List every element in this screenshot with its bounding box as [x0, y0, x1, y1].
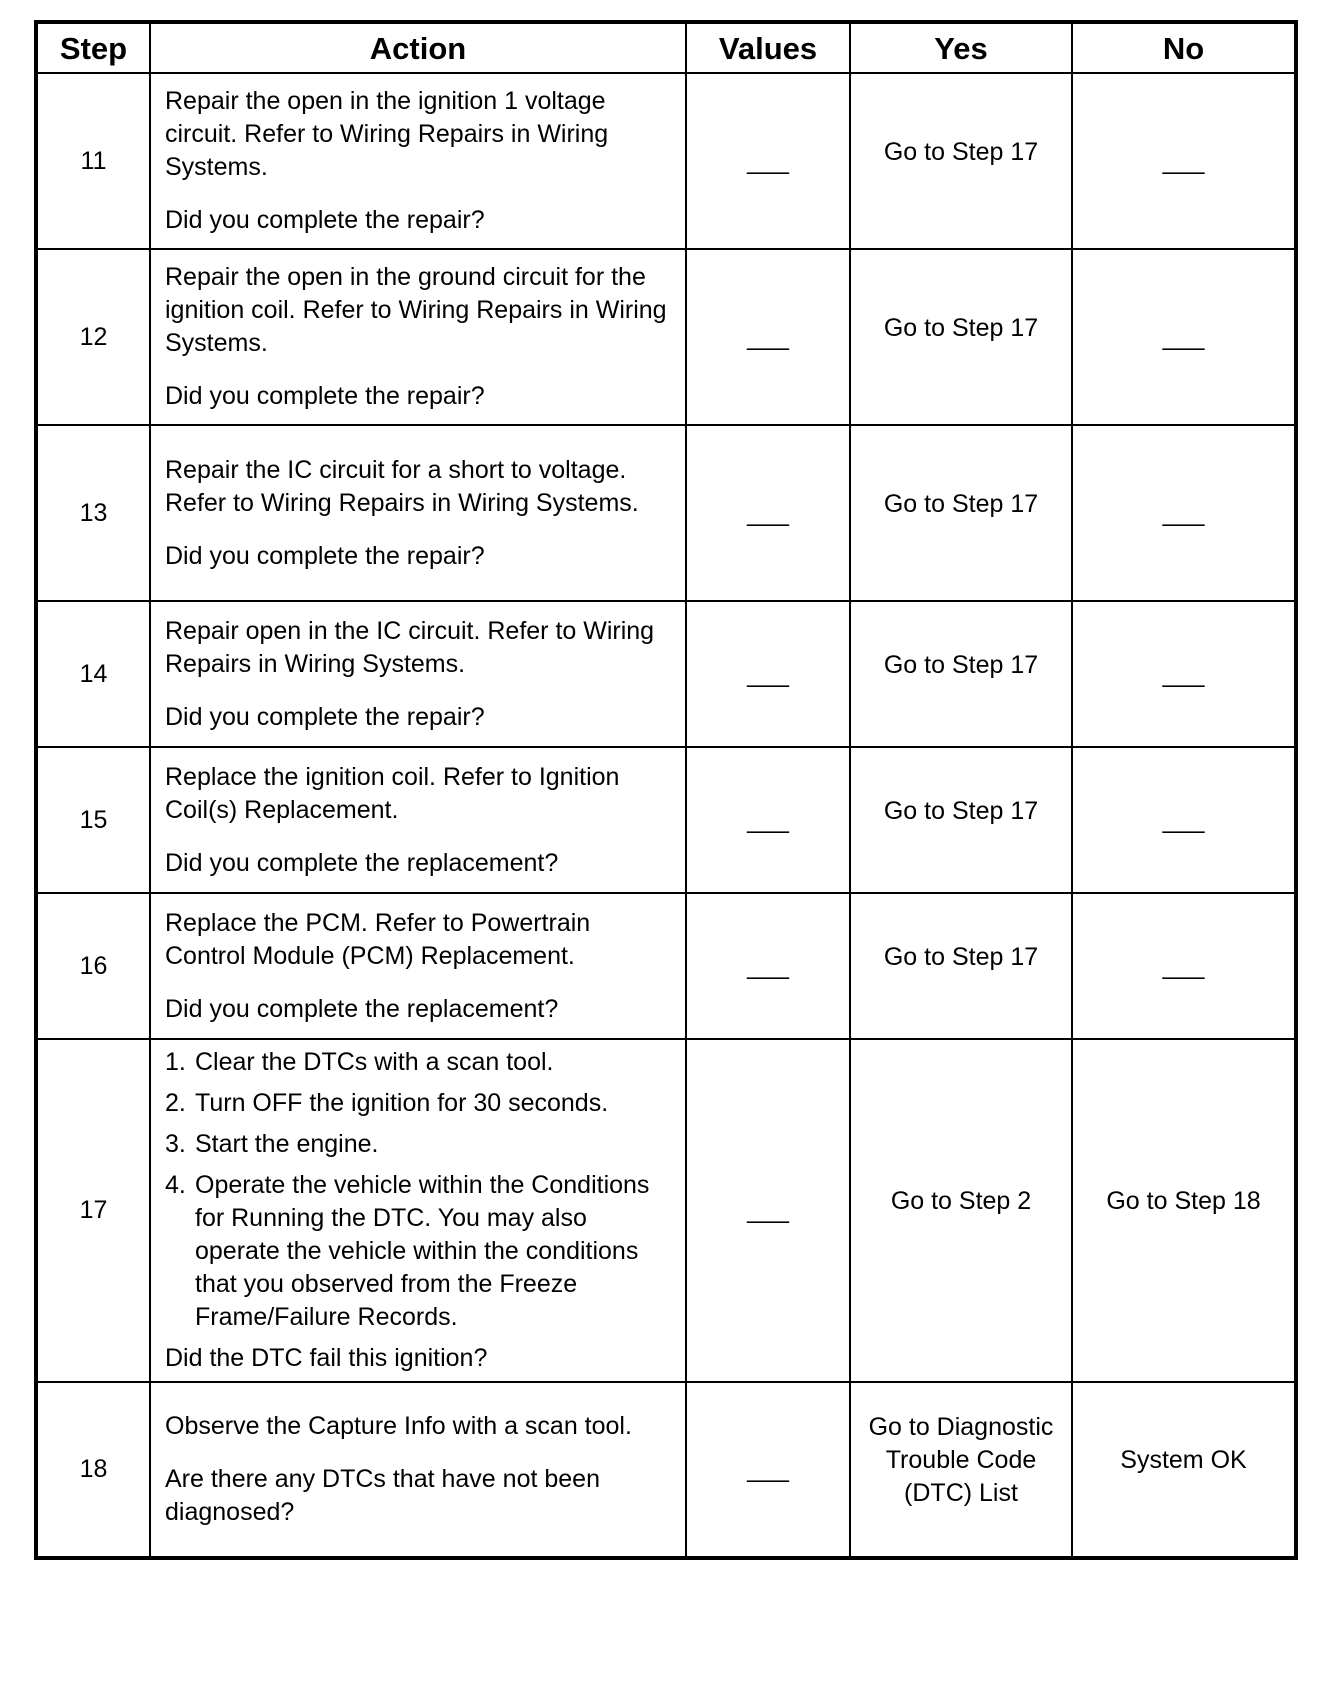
table-row: [36, 747, 1296, 893]
list-item: [165, 1128, 671, 1161]
substep-text: Clear the DTCs with a scan tool.: [195, 1048, 554, 1076]
yes-cell: Go to Step 2: [850, 1039, 1072, 1382]
action-cell: [150, 425, 686, 601]
action-cell: [150, 1039, 686, 1382]
action-text: Observe the Capture Info with a scan tool.: [165, 1412, 632, 1440]
action-question: Did you complete the replacement?: [165, 848, 559, 877]
action-question: Did you complete the replacement?: [165, 994, 559, 1023]
step-number: 12: [36, 249, 150, 425]
no-cell: ___: [1072, 425, 1296, 601]
step-number: 15: [36, 747, 150, 893]
header-no: No: [1072, 22, 1296, 73]
action-cell: [150, 601, 686, 747]
values-cell: ___: [686, 747, 850, 893]
action-cell: [150, 73, 686, 249]
values-cell: ___: [686, 1382, 850, 1558]
step-number: 16: [36, 893, 150, 1039]
substep-text: Turn OFF the ignition for 30 seconds.: [195, 1089, 609, 1117]
yes-cell: Go to Step 17: [850, 425, 1072, 601]
step-number: 11: [36, 73, 150, 249]
substep-number: 2.: [165, 1089, 186, 1117]
substep-number: 3.: [165, 1130, 186, 1158]
action-cell: [150, 1382, 686, 1558]
no-cell: ___: [1072, 73, 1296, 249]
yes-cell: Go to Step 17: [850, 73, 1072, 249]
action-question: Did you complete the repair?: [165, 541, 485, 570]
action-question: Did you complete the repair?: [165, 702, 485, 731]
list-item: [165, 1087, 671, 1120]
substep-number: 1.: [165, 1048, 186, 1076]
no-cell: Go to Step 18: [1072, 1039, 1296, 1382]
table-row: [36, 893, 1296, 1039]
no-cell: ___: [1072, 601, 1296, 747]
diagnostic-table: [34, 20, 1298, 1560]
yes-cell: Go to Step 17: [850, 747, 1072, 893]
action-cell: [150, 249, 686, 425]
table-row: [36, 249, 1296, 425]
diagnostic-table-wrapper: [34, 20, 1298, 1560]
values-cell: ___: [686, 601, 850, 747]
no-cell: System OK: [1072, 1382, 1296, 1558]
yes-cell: Go to Diagnostic Trouble Code (DTC) List: [850, 1382, 1072, 1558]
no-cell: ___: [1072, 249, 1296, 425]
yes-cell: Go to Step 17: [850, 893, 1072, 1039]
action-text: Repair the IC circuit for a short to voltage. Refer to Wiring Repairs in Wiring Systems.: [165, 455, 639, 517]
action-question: Did you complete the repair?: [165, 382, 485, 410]
values-cell: ___: [686, 73, 850, 249]
values-cell: ___: [686, 425, 850, 601]
table-row: [36, 425, 1296, 601]
action-text: Repair the open in the ignition 1 voltage circuit. Refer to Wiring Repairs in Wiring Systems.: [165, 87, 609, 181]
no-cell: ___: [1072, 893, 1296, 1039]
list-item: [165, 1046, 671, 1079]
values-cell: ___: [686, 1039, 850, 1382]
table-row: [36, 1382, 1296, 1558]
step-number: 13: [36, 425, 150, 601]
yes-cell: Go to Step 17: [850, 249, 1072, 425]
substep-text: Operate the vehicle within the Conditions for Running the DTC. You may also operate the vehicle within the conditions that you observed from the Freeze Frame/Failure Records.: [195, 1171, 650, 1331]
table-row: [36, 73, 1296, 249]
values-cell: ___: [686, 893, 850, 1039]
yes-cell: Go to Step 17: [850, 601, 1072, 747]
substep-number: 4.: [165, 1171, 186, 1199]
substep-text: Start the engine.: [195, 1130, 379, 1158]
substep-list: [165, 1046, 671, 1334]
header-step: Step: [36, 22, 150, 73]
action-cell: [150, 893, 686, 1039]
header-values: Values: [686, 22, 850, 73]
action-text: Repair open in the IC circuit. Refer to Wiring Repairs in Wiring Systems.: [165, 616, 655, 678]
action-text: Replace the PCM. Refer to Powertrain Control Module (PCM) Replacement.: [165, 908, 591, 970]
action-question: Did the DTC fail this ignition?: [165, 1344, 488, 1372]
values-cell: ___: [686, 249, 850, 425]
header-yes: Yes: [850, 22, 1072, 73]
no-cell: ___: [1072, 747, 1296, 893]
step-number: 18: [36, 1382, 150, 1558]
list-item: [165, 1169, 671, 1334]
action-text: Repair the open in the ground circuit for the ignition coil. Refer to Wiring Repairs in Wiring Systems.: [165, 263, 667, 357]
step-number: 17: [36, 1039, 150, 1382]
action-question: Did you complete the repair?: [165, 206, 485, 234]
action-question: Are there any DTCs that have not been diagnosed?: [165, 1465, 600, 1526]
table-header-row: [36, 22, 1296, 73]
action-text: Replace the ignition coil. Refer to Ignition Coil(s) Replacement.: [165, 762, 620, 824]
action-cell: [150, 747, 686, 893]
header-action: Action: [150, 22, 686, 73]
table-row: [36, 1039, 1296, 1382]
step-number: 14: [36, 601, 150, 747]
table-row: [36, 601, 1296, 747]
